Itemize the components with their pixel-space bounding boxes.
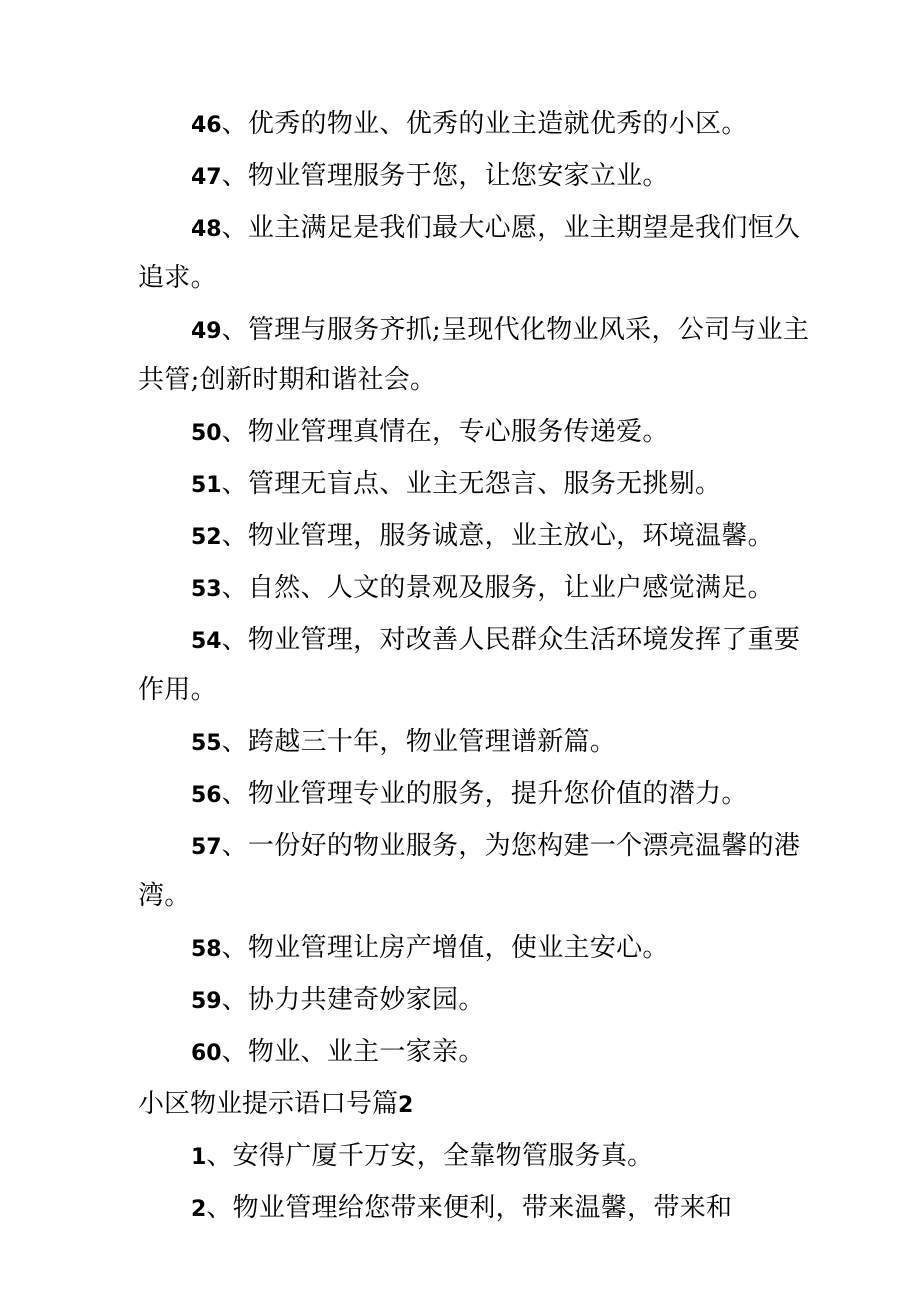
slogan-item: [138, 572, 820, 606]
slogan-number: 58: [191, 937, 222, 962]
slogan-text: 、物业管理，服务诚意，业主放心，环境温馨。: [221, 521, 774, 551]
slogan-text: 、管理与服务齐抓;呈现代化物业风采，公司与业主共管;创新时期和谐社会。: [138, 315, 810, 395]
slogan-text: 、优秀的物业、优秀的业主造就优秀的小区。: [221, 109, 748, 139]
slogan-item: [138, 468, 820, 502]
slogan-text: 、协力共建奇妙家园。: [221, 985, 485, 1015]
slogan-text: 、物业管理让房产增值，使业主安心。: [221, 933, 669, 963]
slogan-text: 、物业管理专业的服务，提升您价值的潜力。: [221, 779, 748, 809]
slogan-text: 、一份好的物业服务，为您构建一个漂亮温馨的港湾。: [138, 831, 801, 911]
section-heading-text: 小区物业提示语口号篇: [138, 1089, 399, 1119]
slogan-number: 47: [191, 165, 222, 190]
slogan-number: 51: [191, 473, 222, 498]
slogan-number: 59: [191, 989, 222, 1014]
slogan-item: [138, 984, 820, 1018]
slogan-item: [138, 778, 820, 812]
slogan-text: 、管理无盲点、业主无怨言、服务无挑剔。: [221, 469, 722, 499]
slogan-text: 、物业管理服务于您，让您安家立业。: [221, 161, 669, 191]
section-heading: [138, 1088, 820, 1122]
slogan-number: 60: [191, 1041, 222, 1066]
slogan-text: 、物业管理给您带来便利，带来温馨，带来和: [206, 1193, 733, 1223]
slogan-item: [138, 1140, 820, 1174]
slogan-item: [138, 520, 820, 554]
slogan-text: 、安得广厦千万安，全靠物管服务真。: [206, 1141, 654, 1171]
slogan-number: 53: [191, 577, 222, 602]
slogan-text: 、物业管理真情在，专心服务传递爱。: [221, 417, 669, 447]
slogan-item: [138, 1036, 820, 1070]
slogan-list: [138, 108, 820, 1070]
slogan-item: [138, 416, 820, 450]
section-heading-number: 2: [398, 1093, 414, 1118]
slogan-item: [138, 726, 820, 760]
slogan-number: 2: [191, 1197, 207, 1222]
slogan-number: 55: [191, 731, 222, 756]
slogan-number: 46: [191, 113, 222, 138]
slogan-text: 、物业管理，对改善人民群众生活环境发挥了重要作用。: [138, 625, 801, 705]
slogan-text: 、物业、业主一家亲。: [221, 1037, 485, 1067]
slogan-number: 56: [191, 783, 222, 808]
slogan-number: 52: [191, 525, 222, 550]
slogan-item: [138, 306, 820, 405]
slogan-number: 54: [191, 629, 222, 654]
slogan-number: 50: [191, 421, 222, 446]
slogan-number: 1: [191, 1145, 207, 1170]
slogan-number: 57: [191, 835, 222, 860]
slogan-item: [138, 160, 820, 194]
slogan-item: [138, 1192, 820, 1226]
slogan-item: [138, 616, 820, 715]
slogan-item: [138, 822, 820, 921]
slogan-text: 、跨越三十年，物业管理谱新篇。: [221, 727, 617, 757]
slogan-text: 、自然、人文的景观及服务，让业户感觉满足。: [221, 573, 774, 603]
slogan-item: [138, 932, 820, 966]
slogan-item: [138, 108, 820, 142]
slogan-list-2: [138, 1140, 820, 1226]
slogan-number: 49: [191, 319, 222, 344]
slogan-text: 、业主满足是我们最大心愿，业主期望是我们恒久追求。: [138, 213, 801, 293]
slogan-item: [138, 204, 820, 303]
slogan-number: 48: [191, 217, 222, 242]
